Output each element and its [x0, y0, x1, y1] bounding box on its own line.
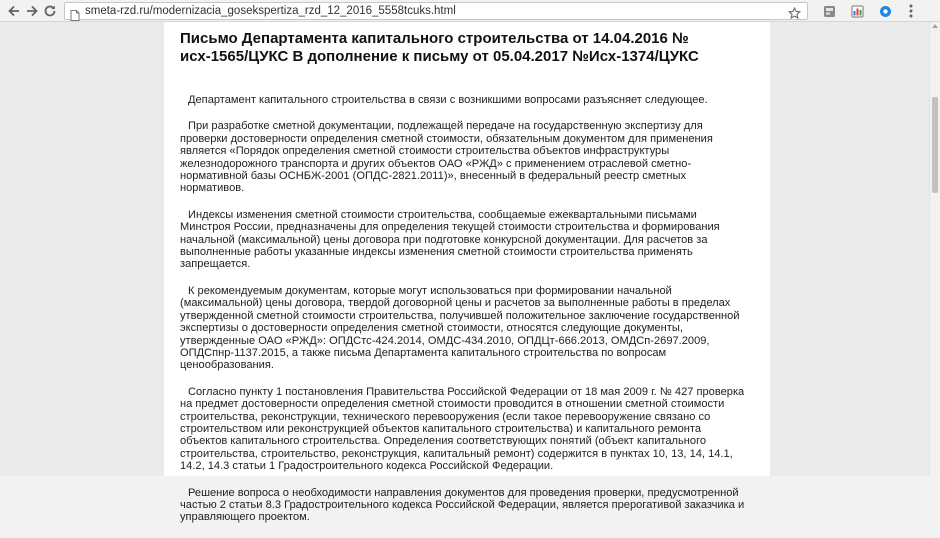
article-paragraph-4: К рекомендуемым документам, которые могут использоваться при формировании начальной (максимальной) цены договора, твердой договорной цены и расчетов за выполненные работы в пределах утвержденной сметной стоимости строительства, получившей положительное заключение государственной экспертизы о достоверности определения сметной стоимости, относятся следующие документы, утвержденные ОАО «РЖД»: ОПДСтс-424.2014, ОМДС-434.2010, ОПДЦт-666.2013, ОМДСп-2697.2009, ОПДСпнр-1137.2015, а также письма Департамента капитального строительства по вопросам ценообразования.: [180, 284, 740, 372]
url-text[interactable]: smeta-rzd.ru/modernizacia_gosekspertiza_rzd_12_2016_5558tcuks.html: [85, 5, 456, 17]
article: [180, 30, 746, 538]
article-paragraph-3: Индексы изменения сметной стоимости строительства, сообщаемые ежеквартальными письмами Минстроя России, предназначены для определения текущей стоимости строительства и формирования начальной (максимальной) цены договора при подготовке конкурсной документации. Для расчетов за выполненные работы указанные индексы изменения сметной стоимости строительства применять запрещается.: [180, 208, 720, 271]
reload-icon[interactable]: [42, 3, 58, 19]
extension-icon-1[interactable]: [822, 4, 836, 18]
page-icon: [70, 6, 80, 17]
browser-toolbar: [0, 0, 940, 22]
vertical-scrollbar[interactable]: [929, 22, 940, 476]
forward-icon[interactable]: [24, 3, 40, 19]
article-paragraph-2: При разработке сметной документации, подлежащей передаче на государственную экспертизу для проверки достоверности определения сметной стоимости, обязательным документом для применения является «Порядок определения сметной стоимости строительства объектов инфраструктуры железнодорожного транспорта и других объектов ОАО «РЖД» с применением отраслевой сметно-нормативной базы ОСНБЖ-2001 (ОПДС-2821.2011)», внесенный в федеральный реестр сметных нормативов.: [180, 120, 713, 195]
article-paragraph-6: Решение вопроса о необходимости направления документов для проведения проверки, предусмотренной частью 2 статьи 8.3 Градостроительного кодекса Российской Федерации, является прерогативой заказчика и управляющего проектом.: [180, 486, 745, 524]
scroll-thumb[interactable]: [932, 97, 938, 193]
chrome-menu-icon[interactable]: [904, 4, 918, 18]
extension-icon-3[interactable]: [878, 4, 892, 18]
address-bar[interactable]: [64, 2, 808, 20]
back-icon[interactable]: [6, 3, 22, 19]
scroll-up-arrow-icon[interactable]: [932, 24, 938, 28]
article-paragraph-1: Департамент капитального строительства в связи с возникшими вопросами разъясняет следующее.: [188, 94, 708, 106]
article-title: Письмо Департамента капитального строительства от 14.04.2016 № исх-1565/ЦУКС В дополнение к письму от 05.04.2017 №Исх-1374/ЦУКС: [180, 30, 699, 65]
article-paragraph-5: Согласно пункту 1 постановления Правительства Российской Федерации от 18 мая 2009 г. № 427 проверка на предмет достоверности определения сметной стоимости проводится в отношении сметной стоимости строительства, реконструкции, технического перевооружения (если такое перевооружение связано со строительством или реконструкцией объектов капитального строительства) и капитального ремонта объектов капитального строительства. Определения соответствующих понятий (объект капитального строительства, строительство, реконструкция, капитальный ремонт) содержится в пунктах 10, 13, 14, 14.1, 14.2, 14.3 статьи 1 Градостроительного кодекса Российской Федерации.: [180, 385, 745, 473]
extension-icon-2[interactable]: [850, 4, 864, 18]
star-icon[interactable]: [788, 5, 801, 18]
